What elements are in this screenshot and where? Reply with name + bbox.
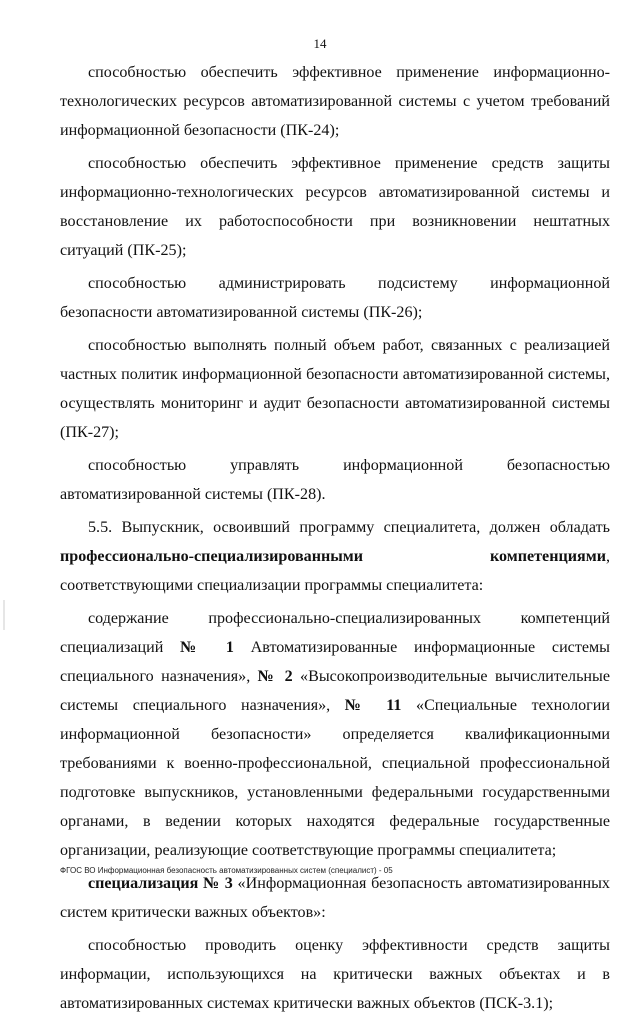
content-text-4: «Специальные технологии информационной безопасности» определяется квалификационными требованиями к военно-профессиональной, специальной профессиональной подготовке выпускников, установленными федеральными государственными органами, в ведении которых находятся федеральные государственные организации, реализующие соответствующие программы специалитета; [60, 697, 610, 859]
specialization-number-2: № 2 [257, 668, 293, 685]
paragraph-psk-3-1: способностью проводить оценку эффективности средств защиты информации, использующихся на критически важных объектах и в автоматизированных системах критически важных объектов (ПСК-3.1); [60, 937, 610, 1012]
paragraph-section-5-5 [60, 513, 610, 600]
content-text-1: содержание профессионально-специализированных компетенций специализаций [60, 610, 610, 656]
section-5-5-text-end: , соответствующими специализации программы специалитета: [60, 548, 610, 594]
scan-edge-mark [3, 600, 5, 630]
specialization-number-1: № 1 [180, 639, 234, 656]
section-5-5-text-start: 5.5. Выпускник, освоивший программу специалитета, должен обладать [88, 519, 610, 536]
specialization-3-title: «Информационная безопасность автоматизированных систем критически важных объектов»: [60, 875, 610, 921]
competencies-term: профессионально-специализированными компетенциями [60, 548, 606, 565]
paragraph-specialization-3 [60, 869, 610, 927]
paragraph-pk-27: способностью выполнять полный объем работ, связанных с реализацией частных политик информационной безопасности автоматизированной системы, осуществлять мониторинг и аудит безопасности автоматизированной системы (ПК-27); [60, 337, 610, 441]
content-text-2: Автоматизированные информационные системы специального назначения», [60, 639, 610, 685]
specialization-3-label: специализация № 3 [88, 875, 233, 892]
paragraph-pk-28: способностью управлять информационной безопасностью автоматизированной системы (ПК-28). [60, 457, 610, 503]
specialization-number-11: № 11 [344, 697, 402, 714]
content-text-3: «Высокопроизводительные вычислительные системы специального назначения», [60, 668, 610, 714]
page-number: 14 [313, 36, 327, 51]
paragraph-pk-25: способностью обеспечить эффективное применение средств защиты информационно-технологических ресурсов автоматизированной системы и восстановление их работоспособности при возникновении нештатных ситуаций (ПК-25); [60, 155, 610, 259]
document-footer: ФГОС ВО Информационная безопасность автоматизированных систем (специалист) - 05 [60, 866, 393, 875]
paragraph-specializations-content [60, 604, 610, 865]
paragraph-pk-26: способностью администрировать подсистему информационной безопасности автоматизированной системы (ПК-26); [60, 275, 610, 321]
paragraph-pk-24: способностью обеспечить эффективное применение информационно-технологических ресурсов автоматизированной системы с учетом требований информационной безопасности (ПК-24); [60, 64, 610, 139]
